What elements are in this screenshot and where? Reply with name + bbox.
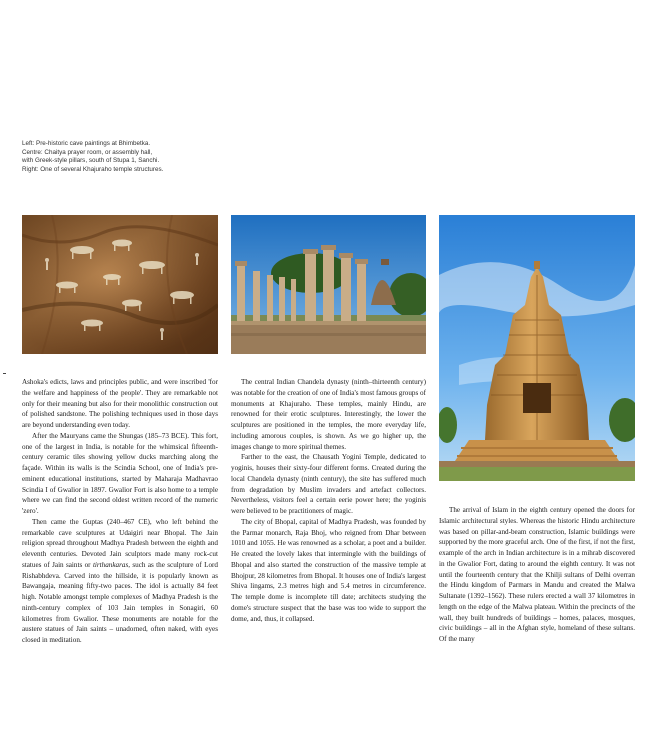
col1-paragraph-3 — [22, 517, 218, 646]
col1-paragraph-2: After the Mauryans came the Shungas (185–73 BCE). This fort, one of the largest in India, is notable for the whimsical fifteenth-century ceramic tiles showing yellow ducks marching along the façade. Within its walls is the Scindia School, one of India's pre-eminent educational institutions, started by Maharaja Madhavrao Scindia I of Gwalior in 1897. Gwalior Fort is also home to a temple where we can find the second oldest written record of the numeric 'zero'. — [22, 431, 218, 515]
text-column-1 — [22, 377, 218, 646]
text-column-3 — [439, 505, 635, 645]
caption-line-right: Right: One of several Khajuraho temple structures. — [22, 165, 164, 173]
photo-caption — [22, 140, 242, 174]
pillared-hall-photo — [231, 215, 426, 354]
margin-mark — [3, 373, 6, 374]
col2-paragraph-3: The city of Bhopal, capital of Madhya Pradesh, was founded by the Parmar monarch, Raja Bhoj, who reigned from Dhar between 1010 and 1055. He was renowned as a scholar, a poet and a builder. He created the lovely lakes that intermingle with the buildings of Bhopal and also started the construction of the massive temple at Bhojpur, 28 kilometres from Bhopal. It houses one of India's largest Shiva lingams, 2.3 metres high and 5.4 metres in circumference. The temple dome is incomplete till date; architects studying the dome's structure suspect that the base was too wide to support the dome, and, thus, it collapsed. — [231, 517, 426, 623]
caption-line-left: Left: Pre-historic cave paintings at Bhimbetka. — [22, 140, 151, 147]
caption-line-centre: Centre: Chaitya prayer room, or assembly hall, — [22, 148, 153, 156]
caption-line-centre-cont: with Greek-style pillars, south of Stupa 1, Sanchi. — [22, 157, 160, 165]
col1-paragraph-3-italic: tirthankaras — [92, 560, 129, 569]
temple-tower-photo — [439, 215, 635, 481]
col3-paragraph-1: The arrival of Islam in the eighth century opened the doors for Islamic architectural styles. Whereas the historic Hindu architecture was based on pillar-and-beam construction, Islamic buildings were supported by the more graceful arch. One of the first, if not the first, example of the arch in Indian architecture is in a mihrab discovered in the Gwalior Fort, dating to around the eighth century. It was not until the fourteenth century that the Khilji sultans of Delhi overran the Hindu kingdom of Parmars in Mandu and created the Malwa Sultanate (1392–1562). These rulers erected a wall 37 kilometres in length on the edge of the Malwa plateau. Within the precincts of the wall, they built hundreds of buildings – homes, palaces, mosques, civic buildings – all in the Afghan style, homeland of these sultans. Of the many — [439, 506, 635, 643]
temple-tower-image — [439, 215, 635, 481]
pillared-hall-image — [231, 215, 426, 354]
col1-paragraph-3-part-b: , such as the sculpture of Lord Rishabhdeva. Carved into the hillside, it is popularly known as Bawangaja, meaning fifty-two paces. The idol is actually 84 feet high. Notable amongst temple complexes of Madhya Pradesh is the ninth-century complex of 103 Jain temples in Sonagiri, 60 kilometres from Gwalior. These monuments are notable for the austere statues of Jain saints – unadorned, often naked, with eyes closed in meditation. — [22, 560, 218, 644]
col1-paragraph-1: Ashoka's edicts, laws and principles public, and were inscribed 'for the welfare and happiness of the people'. They are remarkable not only for their meaning but also for their monolithic construction out of polished sandstone. The polishing techniques used in those days are beyond understanding even today. — [22, 378, 218, 429]
cave-painting-image — [22, 215, 218, 354]
text-column-2 — [231, 377, 426, 624]
col1-paragraph-3-part-a: Then came the Guptas (240–467 CE), who left behind the remarkable cave sculptures at Udaigiri near Bhopal. The Jain religion spread throughout Madhya Pradesh between the eighth and eleventh centuries. Devoted Jain sculptors made many rock-cut statues of Jain saints or — [22, 517, 218, 569]
col2-paragraph-1: The central Indian Chandela dynasty (ninth–thirteenth century) was notable for the creation of one of India's most famous groups of monuments at Khajuraho. These temples, mainly Hindu, are renowned for their erotic sculptures. Interestingly, the lower the sculptures are positioned in the temples, the more everyday life, including amorous couples, is shown. As we go higher up, the images change to more spiritual themes. — [231, 378, 426, 451]
cave-painting-photo — [22, 215, 218, 354]
col2-paragraph-2: Farther to the east, the Chausath Yogini Temple, dedicated to yoginis, houses their sixty-four different forms. Created during the local Chandela dynasty (ninth century), the site has suffered much from degradation by Muslim invaders and artefact collectors. Nevertheless, visitors feel a certain eerie power here; the yoginis were believed to be practitioners of magic. — [231, 453, 426, 515]
